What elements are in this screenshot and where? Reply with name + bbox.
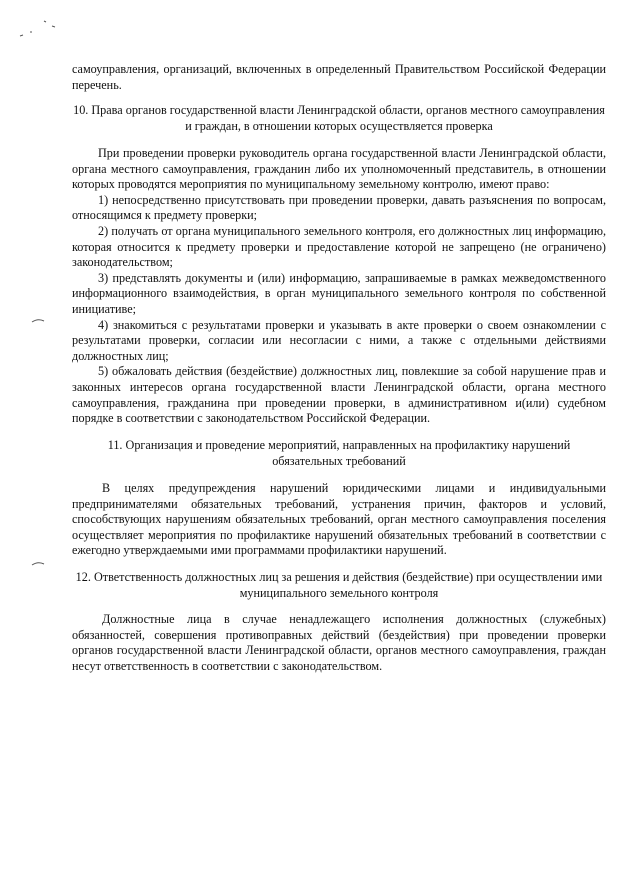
section-10-item: 3) представлять документы и (или) информацию, запрашиваемые в рамках межведомственного информационного взаимодействия, в орган муниципального земельного контроля по собственной инициативе;	[72, 270, 606, 316]
section-11-paragraph: В целях предупреждения нарушений юридическими лицами и индивидуальными предпринимателями обязательных требований, устранения причин, факторов и условий, способствующих нарушениям обязательных требований, орган местного самоуправления поселения осуществляет мероприятия по профилактике нарушений обязательных требований в соответствии с ежегодно утверждаемыми ими программами профилактики нарушений.	[72, 481, 606, 558]
section-10-intro: При проведении проверки руководитель органа государственной власти Ленинградской области, органа местного самоуправления, гражданин либо их уполномоченный представитель, в отношении которых проводятся мероприятия по муниципальному земельному контролю, имеют право:	[72, 146, 606, 192]
section-10-item: 2) получать от органа муниципального земельного контроля, его должностных лиц информацию, которая относится к предмету проверки и предоставление которой не запрещено (не ограничено) законодательством;	[72, 223, 606, 270]
section-11-heading-block	[72, 438, 606, 469]
section-10-item: 1) непосредственно присутствовать при проведении проверки, давать разъяснения по вопросам, относящимся к предмету проверки;	[72, 192, 606, 223]
section-10-item: 5) обжаловать действия (бездействие) должностных лиц, повлекшие за собой нарушение прав и законных интересов органа государственной власти Ленинградской области, органа местного самоуправления, гражданина при проведении проверки, в административном и(или) судебном порядке в соответствии с законодательством Российской Федерации.	[72, 364, 606, 426]
section-10-heading-block	[72, 103, 606, 134]
opening-paragraph-block	[72, 62, 606, 93]
section-10-body	[72, 146, 606, 427]
section-12-body	[72, 612, 606, 674]
section-10-item: 4) знакомиться с результатами проверки и указывать в акте проверки о своем ознакомлении с результатами проверки, согласии или несогласии с ними, а также с отдельными действиями должностных лиц;	[72, 317, 606, 363]
section-11-body	[72, 481, 606, 559]
section-10-heading: 10. Права органов государственной власти Ленинградской области, органов местного самоуправления и граждан, в отношении которых осуществляется проверка	[73, 103, 605, 133]
section-11-heading: 11. Организация и проведение мероприятий, направленных на профилактику нарушений обязательных требований	[107, 438, 571, 468]
section-12-heading: 12. Ответственность должностных лиц за решения и действия (бездействие) при осуществлении ими муниципального земельного контроля	[75, 570, 603, 600]
opening-paragraph: самоуправления, организаций, включенных в определенный Правительством Российской Федерации перечень.	[72, 62, 606, 92]
section-12-heading-block	[72, 570, 606, 601]
section-12-paragraph: Должностные лица в случае ненадлежащего исполнения должностных (служебных) обязанностей, совершения противоправных действий (бездействия) при проведении проверки органов государственной власти Ленинградской области, органов местного самоуправления, граждан несут ответственность в соответствии с законодательством.	[72, 612, 606, 673]
